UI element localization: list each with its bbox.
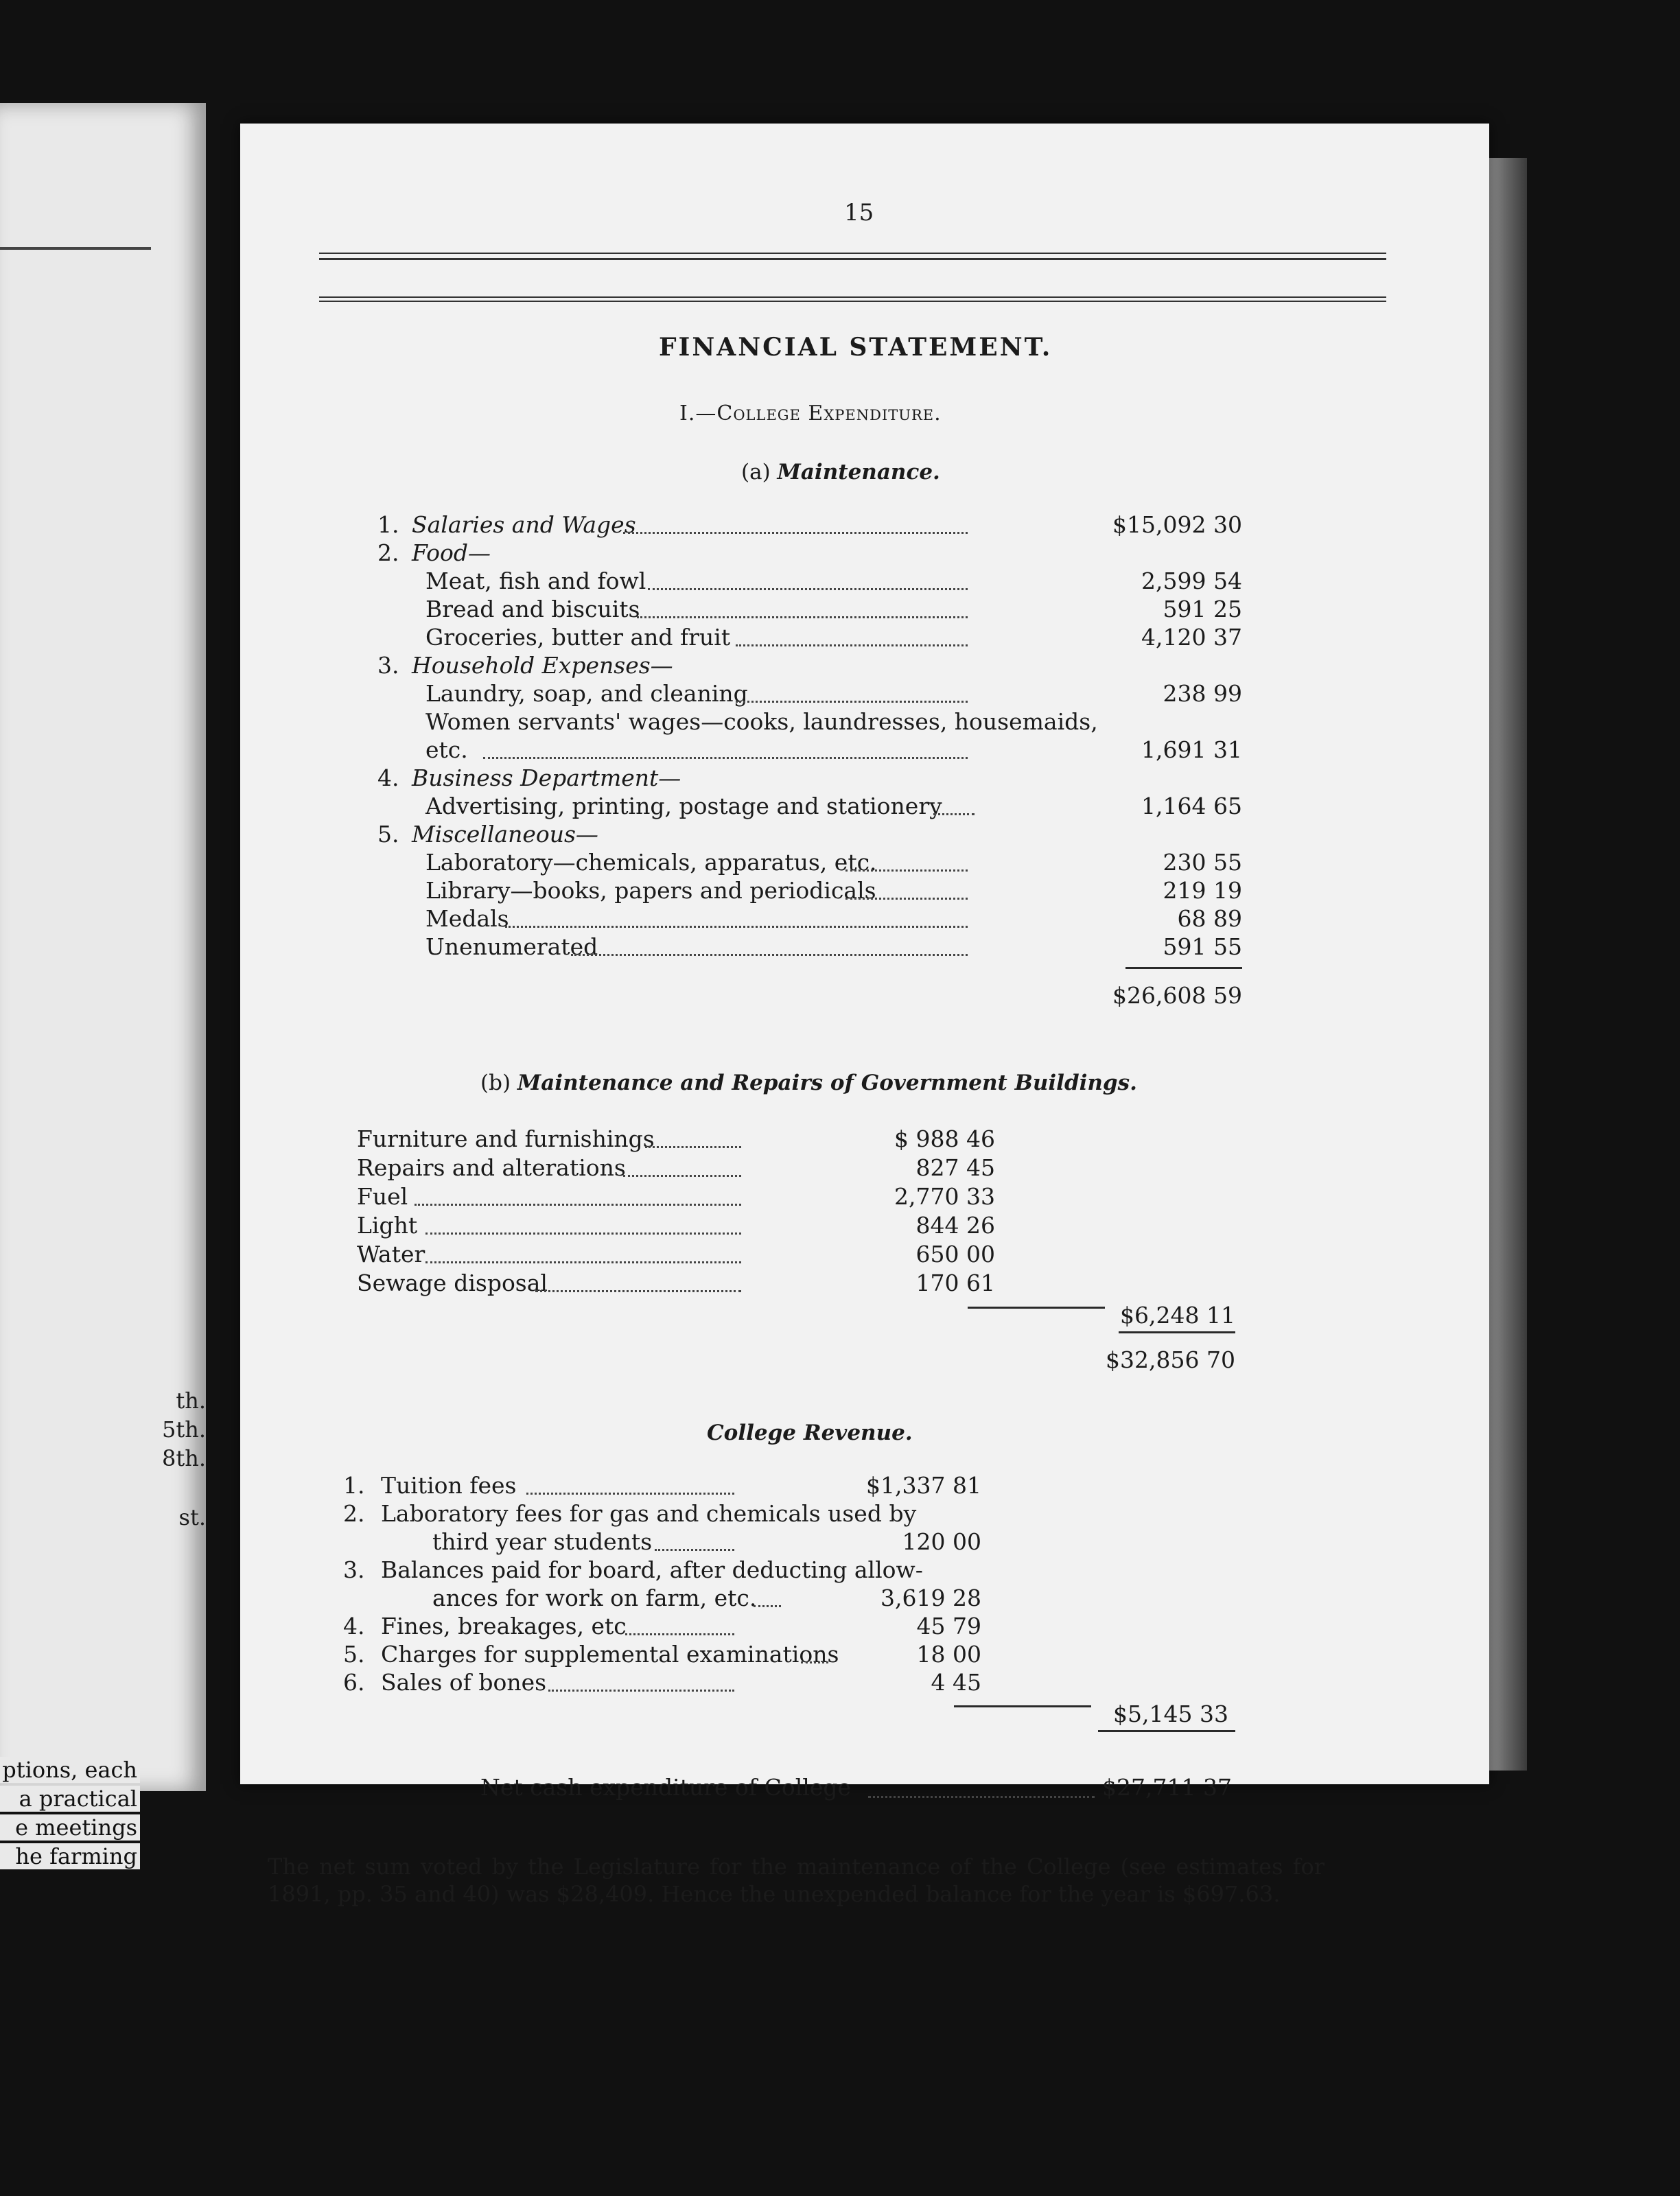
leader-dots (736, 644, 968, 646)
section-a-heading (741, 460, 940, 484)
row-label: Laboratory fees for gas and chemicals used by (381, 1500, 917, 1527)
row-number: 2. (343, 1500, 365, 1527)
row-amount: 230 55 (1163, 849, 1242, 876)
row-number: 2. (377, 539, 399, 566)
row-amount: 68 89 (1177, 905, 1242, 932)
row-amount: 120 00 (902, 1528, 981, 1555)
row-amount: 827 45 (915, 1154, 995, 1181)
section-b-heading (480, 1071, 1137, 1095)
row-amount: 4,120 37 (1141, 624, 1242, 651)
row-label: Advertising, printing, postage and stationery (425, 793, 942, 819)
total-rule (1119, 1331, 1235, 1333)
row-amount: 45 79 (916, 1613, 981, 1639)
row-label: Women servants' wages—cooks, laundresses, housemaids, (425, 708, 1098, 735)
left-page-fragment: th. (176, 1388, 206, 1414)
row-number: 3. (377, 652, 399, 679)
total-rule (954, 1705, 1091, 1707)
row-label: Meat, fish and fowl (425, 568, 646, 594)
net-expenditure-label: Net cash expenditure of College (480, 1774, 852, 1801)
row-number: 3. (343, 1556, 365, 1583)
leader-dots (623, 1175, 741, 1177)
row-label: Tuition fees (381, 1472, 517, 1499)
leader-dots (425, 1233, 741, 1235)
header-rule (319, 258, 1386, 260)
leader-dots (425, 1261, 741, 1263)
left-page-fragment: ptions, each (0, 1757, 140, 1783)
row-label: ances for work on farm, etc. (432, 1585, 757, 1611)
leader-dots (655, 1549, 734, 1551)
document-title: FINANCIAL STATEMENT. (659, 333, 1053, 362)
header-rule (319, 253, 1386, 254)
section-a-total: $26,608 59 (1112, 982, 1242, 1009)
row-amount: 591 25 (1163, 596, 1242, 622)
row-label: Food— (412, 539, 491, 566)
document-page (240, 124, 1489, 1907)
leader-dots (535, 1290, 741, 1292)
header-rule (319, 296, 1386, 298)
section-a-title: Maintenance. (777, 460, 940, 484)
left-page-fragment: e meetings (0, 1814, 140, 1841)
row-label: etc. (425, 736, 468, 763)
row-label: third year students (432, 1528, 653, 1555)
row-label: Charges for supplemental examinations (381, 1641, 839, 1668)
leader-dots (845, 898, 968, 900)
row-amount: 591 55 (1163, 933, 1242, 960)
row-amount: 219 19 (1163, 877, 1242, 904)
section-a-label: (a) (741, 460, 771, 484)
section-b-total: $6,248 11 (1120, 1302, 1235, 1329)
row-amount: 650 00 (915, 1241, 995, 1268)
revenue-heading (707, 1421, 913, 1445)
row-label: Laundry, soap, and cleaning (425, 680, 748, 707)
row-label: Water (357, 1241, 425, 1268)
total-rule (1098, 1730, 1235, 1732)
leader-dots (505, 926, 968, 928)
leader-dots (571, 954, 968, 956)
closing-paragraph: The net sum voted by the Legislature for the maintenance of the College (see estimates for 1891, pp. 35 and 40) was $28,409. Hence the unexpended balance for the year is $697.63. (268, 1854, 1325, 1907)
page-number: 15 (844, 199, 874, 226)
row-amount: 844 26 (915, 1212, 995, 1239)
left-page-fragment: 8th. (162, 1445, 206, 1471)
row-number: 1. (377, 511, 399, 538)
section-title: I.—College Expenditure. (679, 401, 942, 425)
row-amount: 2,770 33 (894, 1183, 995, 1210)
row-amount: $ 988 46 (894, 1125, 995, 1152)
row-amount: 4 45 (931, 1669, 981, 1696)
row-label: Sales of bones (381, 1669, 547, 1696)
row-amount: 1,164 65 (1141, 793, 1242, 819)
revenue-total: $5,145 33 (1113, 1701, 1228, 1727)
row-amount: $1,337 81 (866, 1472, 981, 1499)
row-label: Household Expenses— (412, 652, 673, 679)
row-label: Salaries and Wages (412, 511, 636, 538)
row-label: Fuel (357, 1183, 408, 1210)
row-amount: 18 00 (916, 1641, 981, 1668)
left-page (0, 103, 206, 1791)
leader-dots (801, 1661, 828, 1663)
section-b-label: (b) (480, 1071, 511, 1095)
left-page-rule (0, 247, 151, 250)
row-number: 5. (343, 1641, 365, 1668)
row-number: 4. (343, 1613, 365, 1639)
leader-dots (483, 757, 968, 759)
leader-dots (637, 616, 968, 618)
leader-dots (526, 1493, 734, 1495)
row-number: 1. (343, 1472, 365, 1499)
leader-dots (645, 1146, 741, 1148)
row-amount: 170 61 (915, 1270, 995, 1296)
page-edge (1489, 158, 1527, 1771)
section-b-title: Maintenance and Repairs of Government Buildings. (517, 1071, 1137, 1095)
leader-dots (625, 1633, 734, 1635)
left-page-fragment: 5th. (162, 1416, 206, 1442)
row-number: 6. (343, 1669, 365, 1696)
row-number: 4. (377, 764, 399, 791)
revenue-heading-text: College Revenue. (707, 1421, 913, 1445)
row-label: Groceries, butter and fruit (425, 624, 731, 651)
leader-dots (548, 1690, 734, 1692)
row-label: Sewage disposal (357, 1270, 548, 1296)
row-label: Miscellaneous— (412, 821, 598, 848)
row-label: Balances paid for board, after deducting allow- (381, 1556, 923, 1583)
row-number: 5. (377, 821, 399, 848)
left-page-fragment: a practical (0, 1786, 140, 1812)
row-label: Repairs and alterations (357, 1154, 626, 1181)
left-page-fragment: st. (178, 1504, 206, 1530)
header-rule (319, 301, 1386, 302)
grand-total: $32,856 70 (1106, 1346, 1235, 1373)
leader-dots (623, 532, 968, 534)
leader-dots (415, 1204, 741, 1206)
leader-dots (648, 588, 968, 590)
row-label: Fines, breakages, etc (381, 1613, 627, 1639)
row-label: Light (357, 1212, 418, 1239)
row-label: Library—books, papers and periodicals (425, 877, 876, 904)
total-rule (1125, 967, 1242, 969)
row-amount: 3,619 28 (880, 1585, 981, 1611)
row-label: Unenumerated (425, 933, 598, 960)
leader-dots (868, 1796, 1095, 1798)
row-amount: 2,599 54 (1141, 568, 1242, 594)
total-rule (968, 1307, 1105, 1309)
row-label: Bread and biscuits (425, 596, 640, 622)
row-label: Business Department— (412, 764, 681, 791)
leader-dots (845, 869, 968, 872)
row-label: Medals (425, 905, 509, 932)
left-page-fragment: he farming (0, 1843, 140, 1869)
row-amount: 238 99 (1163, 680, 1242, 707)
row-amount: 1,691 31 (1141, 736, 1242, 763)
row-label: Laboratory—chemicals, apparatus, etc. (425, 849, 877, 876)
row-amount: $15,092 30 (1112, 511, 1242, 538)
net-expenditure-amount: $27,711 37 (1102, 1774, 1232, 1801)
leader-dots (736, 701, 968, 703)
leader-dots (754, 1605, 781, 1607)
leader-dots (933, 813, 975, 815)
row-label: Furniture and furnishings (357, 1125, 655, 1152)
